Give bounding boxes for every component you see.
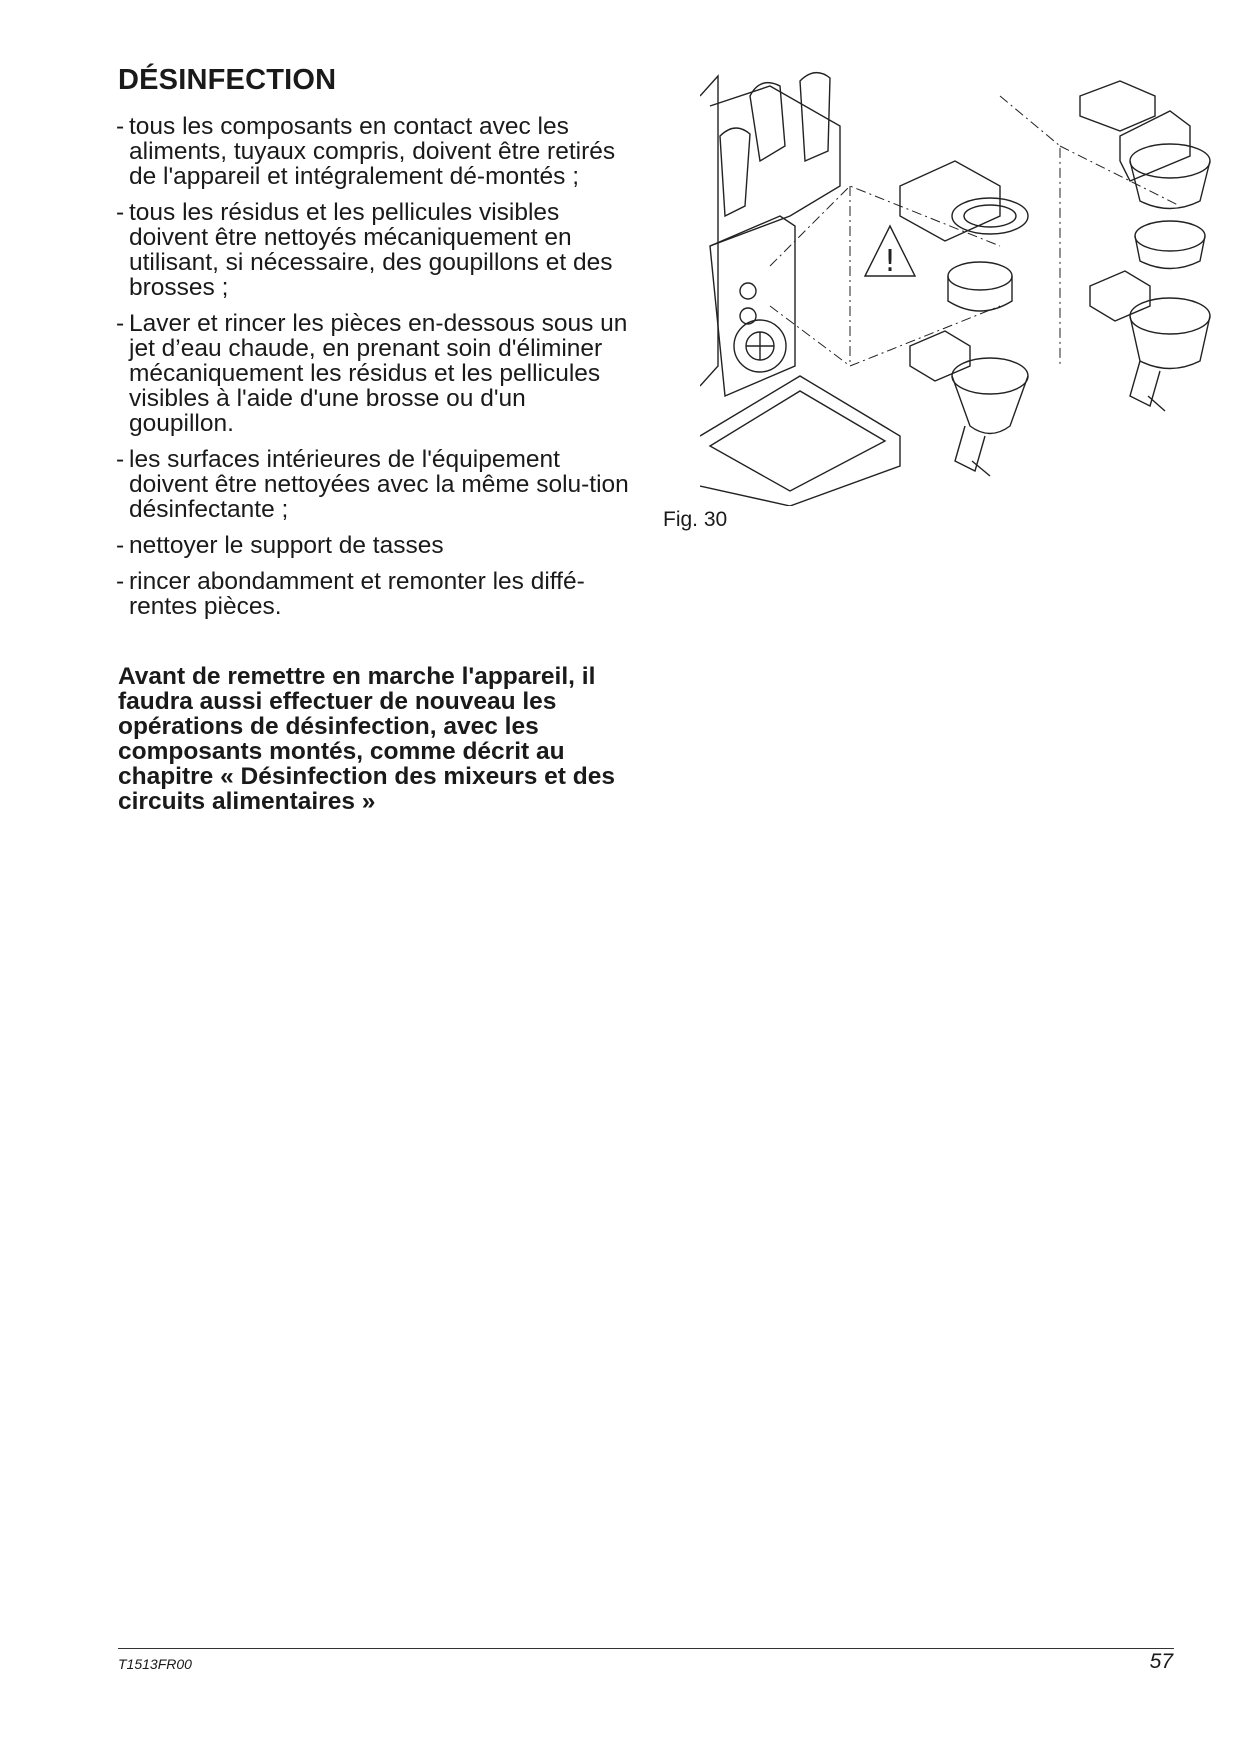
list-item-text: nettoyer le support de tasses [129,532,444,559]
bullet-dash: - [116,568,125,595]
page-title: DÉSINFECTION [118,64,337,96]
bullet-dash: - [116,199,125,226]
list-item [116,533,636,558]
list-item-text: rincer abondamment et remonter les diffé-rentes pièces. [129,568,585,620]
exploded-mixer-assembly-illustration [700,66,1241,506]
important-note: Avant de remettre en marche l'appareil, il faudra aussi effectuer de nouveau les opérations de désinfection, avec les composants montés, comme décrit au chapitre « Désinfection des mixeurs et des circuits alimentaires » [118,663,615,815]
bullet-dash: - [116,532,125,559]
list-item [116,200,636,300]
bullet-list [116,114,636,630]
bullet-dash: - [116,310,125,337]
bullet-dash: - [116,113,125,140]
list-item [116,447,636,522]
warning-icon: ! [883,244,897,279]
figure-caption: Fig. 30 [663,508,728,531]
footer-divider [118,1648,1174,1649]
page-number: 57 [1149,1650,1173,1673]
list-item-text: Laver et rincer les pièces en-dessous sous un jet d’eau chaude, en prenant soin d'éliminer mécaniquement les résidus et les pellicules visibles à l'aide d'une brosse ou d'un goupillon. [129,310,628,437]
list-item [116,311,636,436]
list-item-text: tous les composants en contact avec les aliments, tuyaux compris, doivent être retirés de l'appareil et intégralement dé-montés ; [129,113,616,190]
list-item-text: les surfaces intérieures de l'équipement doivent être nettoyées avec la même solu-tion désinfectante ; [129,446,629,523]
list-item [116,569,636,619]
bullet-dash: - [116,446,125,473]
list-item [116,114,636,189]
list-item-text: tous les résidus et les pellicules visibles doivent être nettoyés mécaniquement en utilisant, si nécessaire, des goupillons et des brosses ; [129,199,613,301]
document-code: T1513FR00 [118,1656,192,1672]
